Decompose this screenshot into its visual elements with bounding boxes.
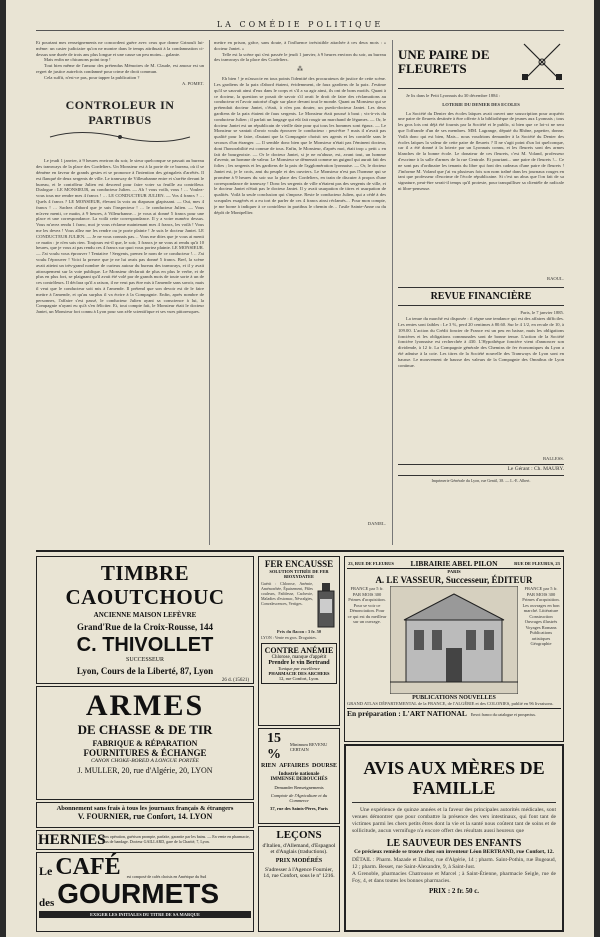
quinze-bold1: RIEN (261, 763, 277, 769)
quinze-bold2: AFFAIRES (279, 763, 309, 769)
ad-cafe (36, 852, 254, 932)
revue-title: REVUE FINANCIÈRE (430, 291, 532, 303)
hernies-body: sans opération, guérison prompte, parfaite, garantie par les bains. — En vente en pharmacie, plus de bandage. Docteur GAILLARD, gare de la Charité, 7, Lyon. (102, 834, 250, 844)
fer-depot: LYON : Vente en gros. Droguistes. (261, 634, 317, 640)
col1-para3: Tout bien même de l'amour des prétendus Mémoires de M. Claude, est amour est un regret de justice autrefois condamné pour crime de droit commun. (36, 63, 204, 74)
gerant-rule (398, 475, 564, 476)
revue-header (398, 287, 564, 306)
column-2 (214, 40, 386, 545)
fleurets-title: UNE PAIRE DE FLEURETS (398, 47, 490, 76)
vasseur-title: A. LE VASSEUR, Successeur, ÉDITEUR (375, 575, 533, 585)
revue-rule (398, 464, 564, 465)
revue-body: La tenue du marché est disposée : il règne une tendance qui est des affaires difficiles. Les rentes sont faibles : Le 3 %, perd 20 centimes à 80.60. Sur le 4 1/2, en recule de 10, à 109.00. L'action du Crédit foncier de France est un peu en baisse, mais les obligations foncières et les obligations communales sont de bonne tenue. L'action de la Société foncière lyonnaise est recherchée à 430. L'Hypothèque foncière vient d'annoncer son dividende, à 12 fr. La Compagnie générale des Chemins de fer économiques du Lyon a été admise à la cote. Les titres de la Société nouvelle des Tramways de Lyon sont en hausse. Le mouvement de hausse des valeurs de la Compagnie des Omnibus de Lyon continue. (398, 316, 564, 368)
lecons-addr: S'adresser à l'Agence Fournier, 14, rue Confort, sous le nº 1216. (263, 867, 335, 879)
fer-title: FER ENCAUSSE (264, 559, 334, 569)
quinze-line2: IMMENSE DEBOUCHÉS (270, 777, 328, 782)
vasseur-body (347, 586, 561, 694)
abonnement-addr: V. FOURNIER, rue Confort, 14. LYON (77, 812, 213, 821)
quinze-bold-row (261, 763, 337, 769)
controleur-heading-block (36, 98, 204, 150)
timbre-name: C. THIVOLLET (76, 634, 214, 656)
meres-rule (352, 802, 556, 803)
quinze-line5: 37, rue des Saints-Pères, Paris (270, 806, 328, 811)
vasseur-prep-rest: Envoi franco du catalogue et prospectus. (470, 712, 536, 718)
col1-para2: Mais enfin ne chicanons point trop ! (44, 57, 111, 63)
abonnement-title: Abonnement sans frais à tous les journaux français & étrangers (56, 805, 234, 812)
quinze-header (261, 731, 337, 763)
armes-addr: J. MULLER, 20, rue d'Algérie, 20, LYON (77, 766, 213, 775)
cafe-top-line (39, 855, 251, 879)
cafe-word4: GOURMETS (57, 878, 220, 909)
ad-librairie (344, 556, 564, 742)
quinze-label: Minimum REVENU CERTAIN (289, 742, 328, 752)
cafe-word2: CAFÉ (55, 854, 121, 880)
librairie-left-banner: 23, RUE DE FLEURUS (348, 561, 394, 566)
column-3 (398, 40, 564, 545)
vasseur-left-col: FRANCE par 5 fr. PAR MOIS 300 Primes d'acquisition. Pour se voir ce Dénonciation. Pour ce qui est du meilleur sur un ouvrage. (347, 586, 387, 624)
meres-product-sub: Ce précieux remède se trouve chez son inventeur Léon BERTRAND, rue Confort, 12. (354, 849, 554, 855)
column-divider-1 (209, 40, 210, 545)
vasseur-pub: PUBLICATIONS NOUVELLES (412, 695, 496, 701)
contre-anemie-title: CONTRE ANÉMIE (264, 645, 334, 655)
cafe-word3: des (39, 897, 55, 909)
quinze-line3: Demander Renseignements (274, 785, 324, 790)
asterism-icon: ⁂ (297, 66, 303, 74)
ads-separator (36, 550, 564, 552)
lecons-body: d'Italien, d'Allemand, d'Espagnol et d'Anglais (traductions). (262, 843, 336, 855)
armes-line1: FABRIQUE & RÉPARATION (92, 739, 198, 748)
timbre-ref: 26 d. (15621) (221, 678, 249, 683)
timbre-title: TIMBRE CAOUTCHOUC (65, 561, 225, 609)
vasseur-right-col: FRANCE par 5 fr. PAR MOIS 300 Primes d'acquisition. Les ouvrages en bon marché. Littérature Construction Ouvrages illustrés Voyages Romans Publications artistiques Géographie (522, 586, 560, 646)
cafe-side: est composé de cafés choisis en Amérique du Sud (126, 874, 207, 879)
gerant: Le Gérant : Ch. MAURY. (507, 465, 564, 472)
librairie-center-banner: LIBRAIRIE ABEL PILON (410, 559, 498, 568)
col2-para2: Telle est la scène qui s'est passée le jeudi 1 janvier, à 9 heures environ du soir, au bureau des tramways de la place des Cordeliers. (214, 51, 386, 63)
revue-date: Paris, le 7 janvier 1885. (520, 310, 564, 316)
contre-anemie-box (261, 643, 337, 684)
meres-product: LE SAUVEUR DES ENFANTS (386, 838, 522, 849)
cafe-word1: Le (39, 864, 53, 878)
col1-signature: A. POMET. (182, 80, 204, 86)
column-divider-2 (392, 40, 393, 545)
armes-line2: FOURNITURES & ÉCHANGE (83, 748, 207, 758)
fer-price: Prix du flacon : 3 fr. 50 (276, 629, 322, 634)
column-1 (36, 40, 204, 545)
running-head: LA COMÉDIE POLITIQUE (216, 20, 384, 29)
fleurets-date-line: Je lis dans le Petit Lyonnais du 30 décembre 1884 : (406, 93, 501, 98)
librairie-right-banner: RUE DE FLEURUS, 23 (514, 561, 560, 566)
ad-quinze-pour-cent (258, 728, 340, 824)
contre-anemie-sub: Chlorose, manque d'appétit (271, 654, 327, 660)
armes-title: ARMES (85, 689, 205, 722)
quinze-pct: 15 % (266, 731, 281, 762)
col2-body: Eh bien ! je m'associe en tous points l'identité des procurateurs de justice de cette scène. Les gardiens de la paix d'abord étaient, évidemment, de faux gardiens de la paix. J'estime qu'il se sauvait ainsi d'eux dans le corps et s'il a su agir ainsi, ils ont de bons motifs. Quant à ce docteur, la question se posait de savoir s'il avait le droit de faire des réclamations au conducteur et l'avoir autorisé d'agir sur place devant tout le monde. Quant au Monsieur qui se prétendait docteur Jantet, c'était, à n'en pas douter, un psedo-docteur Jantet. Les deux gardiens de la paix étaient de faux sergents. Le Monsieur était poussé à bout ; vis-à-vis du conducteur Julien ; il parlait un langage qui eût fait rougir un marchand de légumes. — Or, le docteur Jantet est un républicain de vieille date pour qui tous les hommes sont égaux. — Le Monsieur se vantait d'avoir voulu éprouver le conducteur : peut-être ? mais il n'avait pas qualité pour le faire, d'autant que la Compagnie choisit ses agents et les contrôle sans le secours d'un étranger. — Il semble donc bien que le Monsieur n'était pas l'éminent docteur, dont l'honorabilité est connue de tous. Enfin, le Monsieur, d'après moi, était trop « petit » en fait de bourgeoisie. — Or le docteur Jantet, si je ne m'abuse, est, avant tout, un homme d'avenir, un homme de valeur. Le Monsieur se démenait comme un guignol qui aurait fait des folies ; les sergents et les gardiens de la paix de l'agglomération lyonnaise. — Or, le docteur Jantet est, je le crois, ami du peuple et des ouvriers. Le Monsieur n'est pas l'homme qui se promène à 9 heures du soir sur la place des Cordeliers, en train de discuter à propos d'une correspondance de tramway ! Donc les sergents de ville n'étaient pas des sergents de ville, et le docteur Jantet n'était pas le docteur Jantet. Il y avait usurpation de titres et usurpation de qualités. Voilà la seule conclusion qui s'impose. Reste le conducteur Julien, qui a cédé à des scrupules exagérés et a eu tort de parler de ces 4 francs ainsi réclamés… Pour mon compte, je me borne à indiquer à ce contrôleur in partibus le chemin de… l'asile Sainte-Anne ou du dépôt de Montpellier. (214, 76, 386, 215)
ornament-icon (40, 128, 200, 146)
cafe-footer: EXIGER LES INITIALES DU TITRE DE SA MARQUE (39, 911, 251, 918)
librairie-banner (347, 559, 561, 569)
col1-body: Le jeudi 1 janvier, à 9 heures environ du soir, le sieur quelconque se passait au bureau des tramways de la place des Cordeliers. Un Monsieur est à la porte de ce bureau, où il se démène en faveur de grands gestes et se prononce à l'intention des gringalets d'arrêtés. Il est flanqué de deux sergents de ville. Le tramway de Villeurbanne entre et s'arrête devant le bureau, et le contrôleur Julien est descend pour faire voter sa feuille au contrôleur. Dialogue : LE MONSIEUR, au conducteur Julien. — Ah ! vous voilà, vous ! … Voulez-vous tous me rendre mes 4 francs ! … LE CONDUCTEUR JULIEN. — Vos 4 francs ? … Quels 4 francs ? LE MONSIEUR, élevant la voix au diapason glapissant. — Oui, mes 4 francs ! … Sachez d'abord que je suis l'inspecteur ! … le conducteur Julien. — Vous m'avez menti, ce matin, à 9 heures, à Villeurbanne… je vous ai donné 5 francs pour une place et une correspondance. La voilà cette correspondance. Il y a votre numéro dessus. Vous m'avez rendu 1 franc, moi je vous réclame maintenant mes 4 francs, les voilà ! Vous me les devez ! Vous allez me les rendre ou je porte plainte ! Je suis le docteur Jantet. LE CONDUCTEUR JULIEN. — Je ne vous connais pas… Vous me dites que je vous ai menti ce matin : je n'en sais rien. Toujours est-il que, le soir, 3 francs je ne vous ai rendu qu'à 10 heures, que je vous ai pas rendu ces 4 francs sur quoi vous portez plainte. LE MONSIEUR. — J'ai voulu vous éprouver ! Tentative ! Sergents, prenez le nom de ce conducteur !… J'ai voulu l'éprouver ! Voici la preuve que je ne lui avais pas donné 5 francs. Bref, la scène avait atteint un très-grand nombre de curieux autour du bureau des tramways, et il y avait attroupement sur la voie publique. Le Monsieur déclarait de plus en plus le verbe, et de plus en plus fort, se plaignant qu'il avait été volé par de grands mots de toute sorte à un de ces contrôleurs. Il déclara qu'il a raison, il ne veut pas être mis à l'amende sans savoir, mais il veut que le conducteur soit mis à l'amende. Il prétend que son devoir est de le faire mettre à l'amende, et qu'au surplus il va écrire à la Compagnie. Enfin, après nombre de personnes, l'affaire s'est passé, le conducteur Julien ayant sa conscience à lui, la Compagnie n'ayant eu qu'à s'en féliciter. Et, tout compte fait, le Monsieur était le docteur Jantet, un Monsieur fort connu à Lyon pour son zèle scientifique et ses vues pittoresques. (36, 158, 204, 315)
top-rule (36, 30, 564, 31)
meres-title: AVIS AUX MÈRES DE FAMILLE (363, 758, 545, 798)
col2-para1: mettre en prison, grâce, sans doute, à l'influence irrésistible attachée à ces deux mots : « docteur Jantet. » (214, 40, 386, 51)
ad-avis-meres (344, 744, 564, 932)
col1-para4: Cela suffit, n'est-ce pas, pour tapper la publication ? (44, 74, 140, 80)
quinze-line1: Industrie nationale (278, 772, 320, 777)
ad-hernies (36, 830, 254, 850)
crossed-fleurets-icon (520, 40, 564, 84)
quinze-line4: Comptoir de l'Agriculture et du Commerce (270, 793, 328, 803)
lecons-prix: PRIX MODÉRÉS (275, 858, 323, 864)
col2-signature: DANIEL. (367, 521, 386, 527)
timbre-sub: ANCIENNE MAISON LEFÈVRE (93, 611, 197, 619)
fleurets-subhead: LOTERIE DU DENIER DES ECOLES (442, 101, 520, 107)
col1-para1: Et pourtant mes renseignements ne concordent guère avec ceux que donne Grinoult lui-même: un casier judiciaire qu'on ne montre dans le temps attribuait à la condamnation ci-dessus une durée de trois ans plus longue et une cause un peu moins... galante. (36, 40, 204, 57)
timbre-succ: SUCCESSEUR (125, 657, 164, 663)
fer-content (261, 581, 337, 629)
ad-fer (258, 556, 340, 726)
meres-prix: PRIX : 2 fr. 50 c. (428, 887, 480, 895)
hernies-title: HERNIES (38, 831, 106, 848)
contre-anemie-line3: PHARMACIE DES ARCHERS (268, 670, 330, 676)
meres-grenoble: A Grenoble, pharmacies Chatrousse et Marcel ; à Saint-Étienne, pharmacie Seigle, rue de Foy, 4, et dans toutes les bonnes pharmacies. (352, 871, 556, 884)
contre-anemie-line2: Tonique par excellence (278, 665, 320, 671)
meres-body: Une expérience de quinze années et la faveur des principales autorités médicales, sont venues démontrer que pour combattre la présence des vers intestinaux, qui font tant de victimes parmi les chers petits êtres dont la vie et la santé nous coûtent tant de soins et de sollicitude, aucun vermifuge n'a encore offert des résultats aussi heureux que (352, 807, 556, 834)
vasseur-atlas: GRAND ATLAS DÉPARTEMENTAL de la FRANCE, de l'ALGÉRIE et des COLONIES, publié en 96 livraisons. (347, 701, 554, 706)
ad-abonnement (36, 802, 254, 828)
fleurets-signature: RAOUL. (547, 275, 564, 281)
revue-signature: BALLESS. (542, 456, 564, 462)
imprimerie: Imprimerie Générale du Lyon, rue Gentil, 38. — L.-E. Albert. (431, 477, 531, 483)
ad-armes (36, 686, 254, 800)
contre-anemie-line4: 12, rue Confort, Lyon. (278, 675, 320, 681)
meres-detail: DÉTAIL : Pharm. Mazade et Dalloz, rue d'Algérie, 14 ; pharm. Saint-Pothin, rue Bugeaud, 12 ; pharm. Besset, rue Saint-Alexandre, 9, à Saint-Just. (352, 857, 556, 870)
fer-body: Guérit : Chlorose, Anémie, Aménorrhée, Épuisement, Pâles couleurs, Faiblesse, Cachexie, Maladies d'estomac, Névralgies, Convalescences, Vertiges. (261, 581, 313, 606)
vasseur-prep: En préparation : L'ART NATIONAL (347, 709, 467, 719)
cafe-bottom-line (39, 879, 251, 909)
contre-anemie-line: Prendre le vin Bertrand (268, 659, 330, 666)
ad-timbre (36, 556, 254, 684)
armes-sub: DE CHASSE & DE TIR (77, 722, 213, 737)
vasseur-prep-line (347, 708, 561, 718)
ad-lecons (258, 826, 340, 932)
lecons-title: LEÇONS (276, 829, 322, 841)
fleurets-body: La Société du Denier des écoles laïques avait ouvert une souscription pour acquérir une paire de fleurets destinée à être offerte à la bibliothèque de jeunes aux Lyonnais ; tous les gros lots ont déjà été fournis par la Société et le public, si bien que ce lot-ci ne sera que l'offrande d'un de ses membres. MM. Lagrange, député du Rhône, papetier, donne. Voilà donc qui est bien, Mais... nous voudrions demander à la Société du Denier des écoles laïques la valeur de cette paire de fleurets ? Il ne s'agit point d'un lot quelconque, car il a été donné à la loterie par un Lyonnais connu, et les fleurets sont des armes blanches de la bonne école. Le donateur de ces fleurets, c'est M. Voland, professeur d'escrime à la salle d'armes de la rue Centrale. Et pourtant... une paire de fleurets !... Ce ne sont pas d'ordinaire les tenants du libre qui font des cadeaux d'une paire de fleurets ! J'informe M. Voland que j'ai vu plusieurs fois son nom traîné dans les journaux rouges en tant que professeur d'escrime de l'école républicaine. Si c'est un abus que l'on fait de sa signature, peut-être serait-il temps qu'il proteste, pour tranquilliser sa clientèle de radicale ni libre-penseuse. (398, 110, 564, 191)
armes-line3: CANON CHOKE-BORED A LONGUE PORTÉE (91, 758, 199, 764)
fleurets-header (398, 40, 564, 89)
newspaper-page (6, 0, 594, 937)
fer-bottle-icon (315, 581, 337, 629)
timbre-addr: Grand'Rue de la Croix-Rousse, 144 (76, 622, 214, 632)
quinze-bold3: DOURSE (311, 763, 337, 769)
fer-sub: SOLUTION TITRÉE DE FER BIOXYDATEE (269, 569, 329, 579)
controleur-heading: CONTROLEUR IN PARTIBUS (65, 98, 175, 128)
library-building-illustration (390, 586, 518, 694)
librairie-city: PARIS (447, 569, 461, 574)
timbre-addr2: Lyon, Cours de la Liberté, 87, Lyon (76, 666, 214, 676)
